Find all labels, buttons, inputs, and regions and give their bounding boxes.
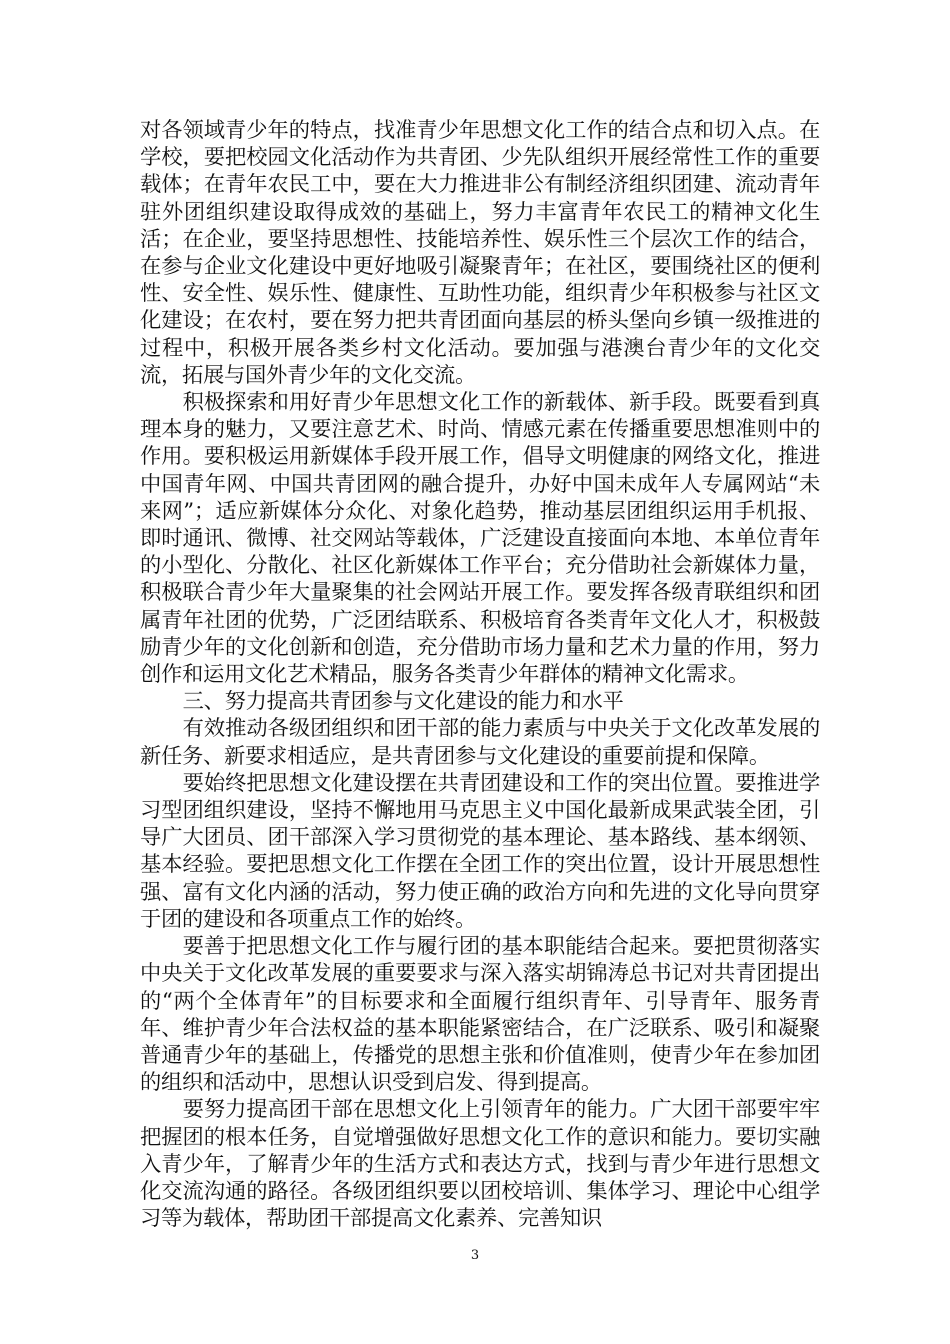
paragraph-cadre-ability: 要努力提高团干部在思想文化上引领青年的能力。广大团干部要牢牢把握团的根本任务，自觉增强做好思想文化工作的意识和能力。要切实融入青少年，了解青少年的生活方式和表达方式，找到与青少年进行思想文化交流沟通的路径。各级团组织要以团校培训、集体学习、理论中心组学习等为载体，帮助团干部提高文化素养、完善知识 bbox=[140, 1097, 820, 1232]
paragraph-priority: 要始终把思想文化建设摆在共青团建设和工作的突出位置。要推进学习型团组织建设，坚持不懈地用马克思主义中国化最新成果武装全团，引导广大团员、团干部深入学习贯彻党的基本理论、基本路线、基本纲领、基本经验。要把思想文化工作摆在全团工作的突出位置，设计开展思想性强、富有文化内涵的活动，努力使正确的政治方向和先进的文化导向贯穿于团的建设和各项重点工作的始终。 bbox=[140, 770, 820, 932]
section-heading: 三、努力提高共青团参与文化建设的能力和水平 bbox=[182, 689, 624, 715]
paragraph-continued: 对各领域青少年的特点，找准青少年思想文化工作的结合点和切入点。在学校，要把校园文化活动作为共青团、少先队组织开展经常性工作的重要载体；在青年农民工中，要在大力推进非公有制经济组织团建、流动青年驻外团组织建设取得成效的基础上，努力丰富青年农民工的精神文化生活；在企业，要坚持思想性、技能培养性、娱乐性三个层次工作的结合，在参与企业文化建设中更好地吸引凝聚青年；在社区，要围绕社区的便利性、安全性、娱乐性、健康性、互助性功能，组织青少年积极参与社区文化建设；在农村，要在努力把共青团面向基层的桥头堡向乡镇一级推进的过程中，积极开展各类乡村文化活动。要加强与港澳台青少年的文化交流，拓展与国外青少年的文化交流。 bbox=[140, 118, 820, 388]
paragraph-new-carriers: 积极探索和用好青少年思想文化工作的新载体、新手段。既要看到真理本身的魅力，又要注意艺术、时尚、情感元素在传播重要思想准则中的作用。要积极运用新媒体手段开展工作，倡导文明健康的网络文化，推进中国青年网、中国共青团网的融合提升，办好中国未成年人专属网站“未来网”；适应新媒体分众化、对象化趋势，推动基层团组织运用手机报、即时通讯、微博、社交网站等载体，广泛建设直接面向本地、本单位青年的小型化、分散化、社区化新媒体工作平台；充分借助社会新媒体力量，积极联合青少年大量聚集的社会网站开展工作。要发挥各级青联组织和团属青年社团的优势，广泛团结联系、积极培育各类青年文化人才，积极鼓励青少年的文化创新和创造，充分借助市场力量和艺术力量的作用，努力创作和运用文化艺术精品，服务各类青少年群体的精神文化需求。 bbox=[140, 390, 820, 688]
page-number: 3 bbox=[470, 1248, 480, 1263]
paragraph-section-intro: 有效推动各级团组织和团干部的能力素质与中央关于文化改革发展的新任务、新要求相适应，是共青团参与文化建设的重要前提和保障。 bbox=[140, 716, 820, 769]
document-body bbox=[140, 117, 820, 1232]
paragraph-basic-functions: 要善于把思想文化工作与履行团的基本职能结合起来。要把贯彻落实中央关于文化改革发展的重要要求与深入落实胡锦涛总书记对共青团提出的“两个全体青年”的目标要求和全面履行组织青年、引导青年、服务青年、维护青少年合法权益的基本职能紧密结合，在广泛联系、吸引和凝聚普通青少年的基础上，传播党的思想主张和价值准则，使青少年在参加团的组织和活动中，思想认识受到启发、得到提高。 bbox=[140, 934, 820, 1096]
